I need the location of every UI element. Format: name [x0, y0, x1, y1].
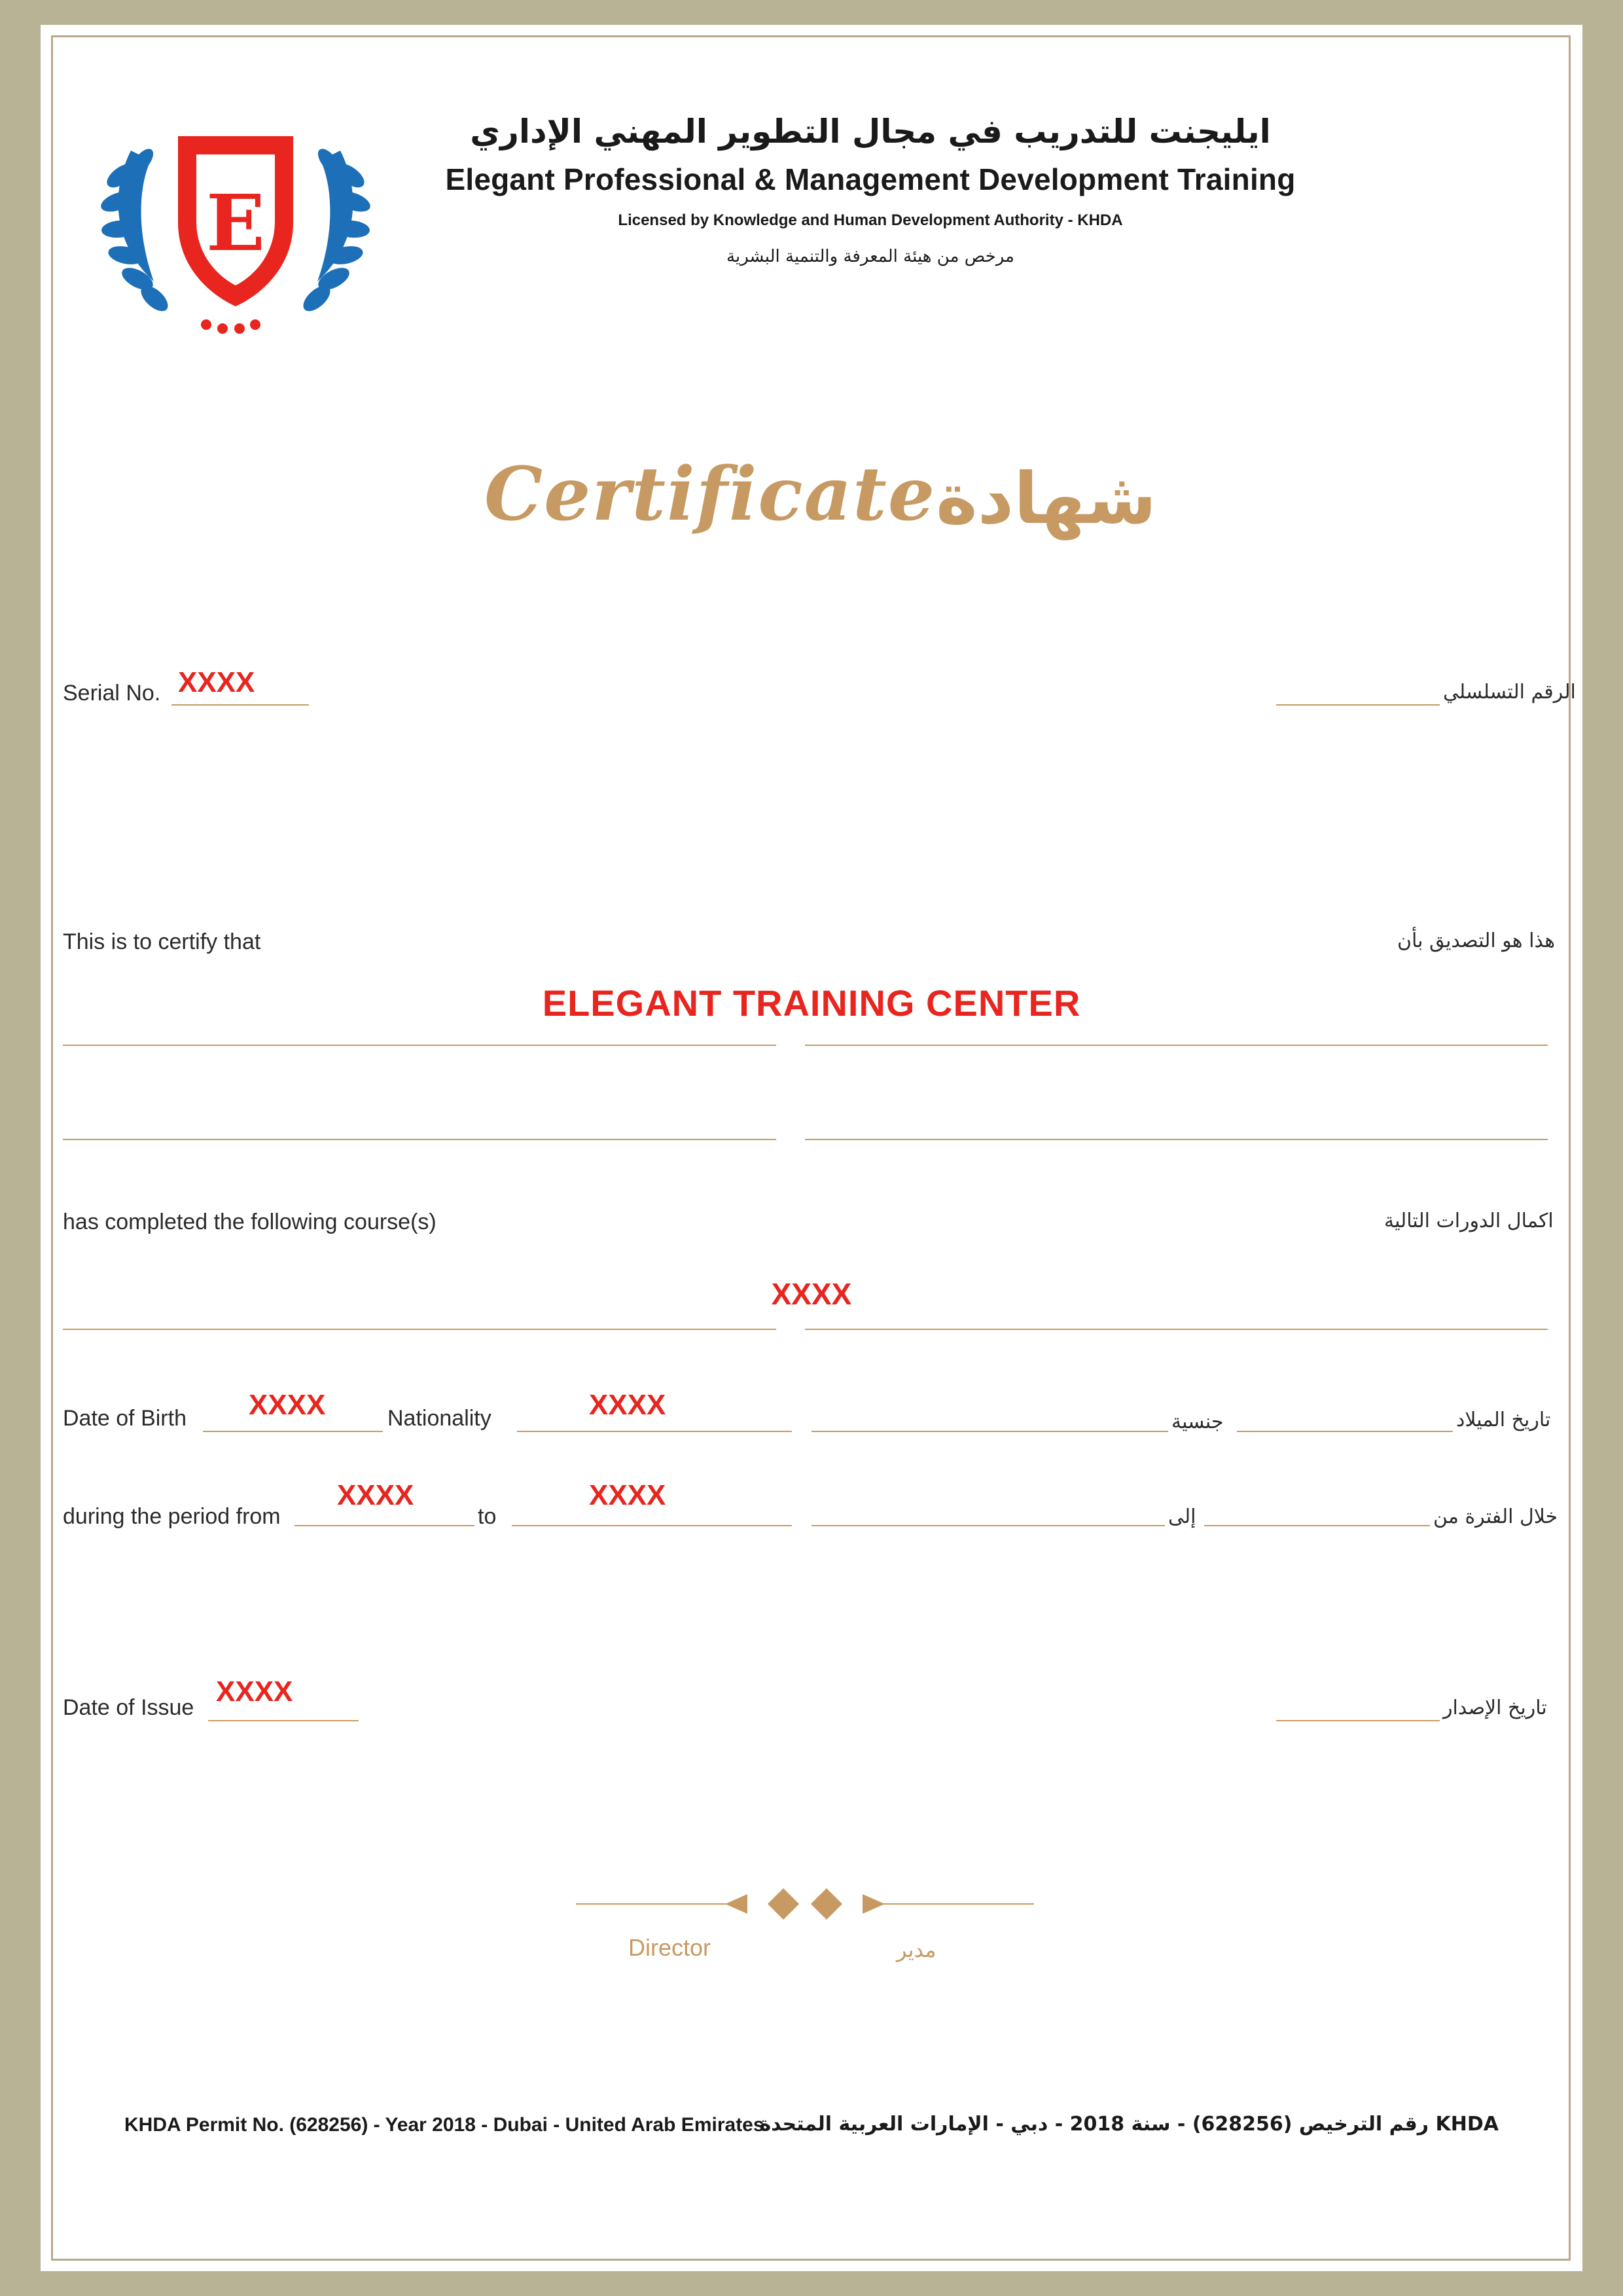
header-block	[393, 111, 1348, 266]
issue-rule-arabic	[1276, 1720, 1440, 1721]
nationality-label-english: Nationality	[387, 1406, 491, 1431]
name-rule-right-2	[805, 1139, 1548, 1140]
dob-label-english: Date of Birth	[63, 1406, 187, 1431]
period-rule-arabic-1	[812, 1525, 1165, 1526]
dob-rule	[203, 1431, 383, 1432]
completed-label-english: has completed the following course(s)	[63, 1210, 437, 1234]
org-name-english: Elegant Professional & Management Development Training	[445, 162, 1296, 196]
certificate-inner-border	[51, 35, 1571, 2261]
certify-label-arabic: هذا هو التصديق بأن	[1397, 929, 1556, 952]
ornament-triangle-right	[863, 1894, 885, 1914]
dob-value: XXXX	[249, 1389, 326, 1421]
ornament-diamond-left	[768, 1888, 799, 1920]
nationality-label-arabic: جنسية	[1171, 1410, 1224, 1433]
page-title-arabic: شهادة	[936, 458, 1157, 540]
page-title-english: Certificate	[484, 452, 936, 537]
certify-label-english: This is to certify that	[63, 929, 261, 954]
period-rule-arabic-2	[1204, 1525, 1430, 1526]
period-to-label-english: to	[478, 1504, 497, 1529]
serial-rule-right	[1276, 704, 1440, 706]
period-to-value: XXXX	[589, 1479, 666, 1511]
period-label-arabic: خلال الفترة من	[1433, 1505, 1558, 1528]
course-rule-left	[63, 1329, 776, 1330]
org-name-arabic: ايليجنت للتدريب في مجال التطوير المهني الإداري	[470, 113, 1271, 151]
period-from-value: XXXX	[337, 1479, 414, 1511]
name-rule-left-2	[63, 1139, 776, 1140]
issue-label-english: Date of Issue	[63, 1695, 194, 1720]
nationality-value: XXXX	[589, 1389, 666, 1421]
recipient-name: ELEGANT TRAINING CENTER	[542, 982, 1081, 1024]
name-rule-right-1	[805, 1045, 1548, 1046]
period-to-rule	[512, 1525, 792, 1526]
signature-ornament	[576, 1885, 1034, 1924]
serial-value: XXXX	[178, 666, 255, 698]
serial-label-arabic: الرقم التسلسلي	[1443, 681, 1576, 704]
dob-label-arabic: تاريخ الميلاد	[1456, 1408, 1551, 1431]
completed-label-arabic: اكمال الدورات التالية	[1384, 1210, 1554, 1232]
issue-label-arabic: تاريخ الإصدار	[1443, 1696, 1547, 1719]
dob-rule-arabic	[812, 1431, 1168, 1432]
nationality-rule-arabic	[1237, 1431, 1453, 1432]
period-label-english: during the period from	[63, 1504, 281, 1529]
footer-arabic: KHDA رقم الترخيص (628256) - سنة 2018 - دبي - الإمارات العربية المتحدة	[759, 2113, 1499, 2136]
period-from-rule	[294, 1525, 474, 1526]
course-rule-right	[805, 1329, 1548, 1330]
nationality-rule	[517, 1431, 792, 1432]
issue-value: XXXX	[216, 1676, 293, 1708]
ornament-triangle-left	[725, 1894, 747, 1914]
name-rule-left-1	[63, 1045, 776, 1046]
svg-text:E: E	[206, 177, 265, 268]
footer-english: KHDA Permit No. (628256) - Year 2018 - Dubai - United Arab Emirates	[124, 2114, 764, 2136]
period-to-label-arabic: إلى	[1168, 1505, 1196, 1528]
serial-label-english: Serial No.	[63, 681, 161, 706]
signature-line-right	[883, 1903, 1034, 1905]
ornament-diamond-right	[811, 1888, 842, 1920]
license-line-english: Licensed by Knowledge and Human Development Authority - KHDA	[618, 211, 1123, 229]
director-label-english: Director	[628, 1934, 711, 1961]
serial-rule-left	[171, 704, 309, 706]
license-line-arabic: مرخص من هيئة المعرفة والتنمية البشرية	[726, 246, 1014, 266]
issue-rule	[208, 1720, 359, 1721]
organization-logo	[92, 105, 380, 353]
course-value: XXXX	[771, 1277, 852, 1311]
signature-line-left	[576, 1903, 726, 1905]
director-label-arabic: مدير	[897, 1937, 936, 1962]
